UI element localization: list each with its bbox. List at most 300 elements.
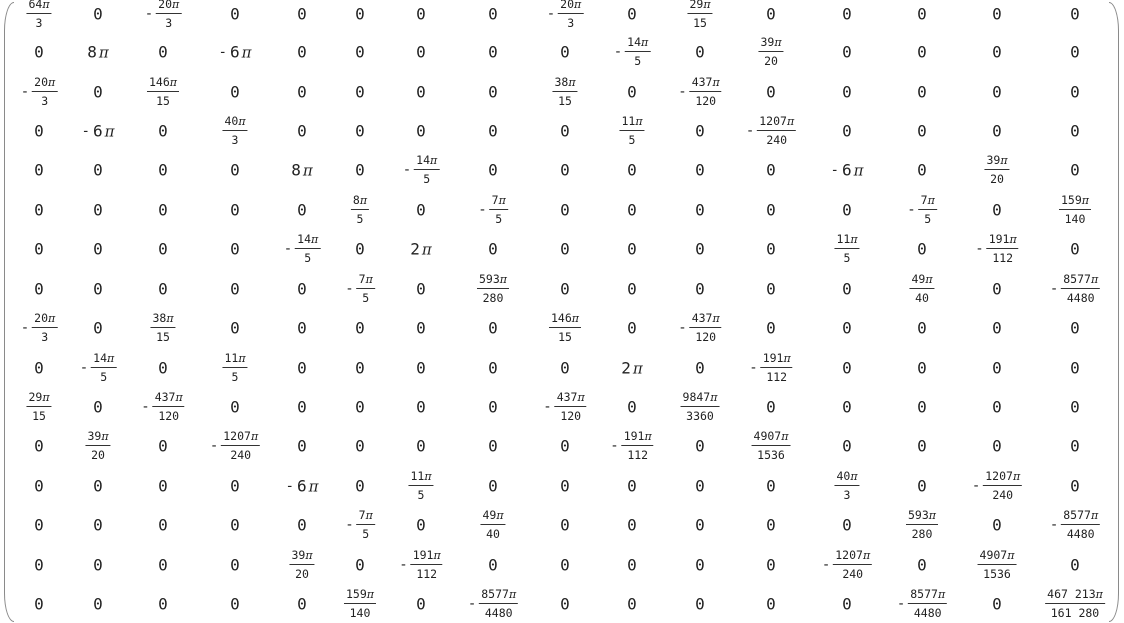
fraction — [555, 392, 587, 422]
fraction-denominator: 5 — [304, 250, 312, 265]
matrix-cell — [627, 516, 637, 535]
pi-symbol: π — [430, 154, 438, 167]
matrix-cell — [416, 43, 426, 62]
fraction-denominator: 4480 — [913, 605, 942, 620]
fraction-denominator: 161 280 — [1050, 605, 1100, 620]
fraction — [619, 116, 644, 146]
matrix-cell — [468, 589, 518, 619]
whole-value: 0 — [560, 42, 570, 62]
pi-symbol: π — [710, 391, 718, 404]
fraction-numerator: 191π — [411, 550, 443, 565]
matrix-cell — [158, 556, 168, 575]
fraction-numerator: 437π — [690, 313, 722, 328]
matrix-cell — [488, 359, 498, 378]
whole-value: 0 — [355, 82, 365, 102]
whole-value: 0 — [917, 436, 927, 456]
whole-value: 0 — [842, 42, 852, 62]
minus-sign: - — [678, 320, 687, 336]
matrix-cell — [627, 595, 637, 614]
matrix-cell — [82, 122, 115, 141]
fraction-numerator: 64π — [26, 0, 51, 14]
fraction — [26, 0, 51, 29]
whole-value: 0 — [34, 436, 44, 456]
matrix-cell — [93, 398, 103, 417]
whole-value: 0 — [992, 121, 1002, 141]
fraction — [909, 274, 934, 304]
pi-symbol: π — [632, 359, 643, 378]
whole-value: 0 — [627, 160, 637, 180]
matrix-cell — [842, 280, 852, 299]
fraction-numerator: 49π — [909, 274, 934, 289]
whole-value: 0 — [766, 4, 776, 24]
whole-value: 0 — [34, 160, 44, 180]
minus-sign: - — [20, 320, 30, 336]
matrix-cell — [992, 5, 1002, 24]
whole-value: 0 — [766, 555, 776, 575]
fraction — [26, 392, 51, 422]
matrix-cell — [917, 477, 927, 496]
matrix-cell — [416, 595, 426, 614]
whole-value: 0 — [297, 515, 307, 535]
whole-value: 0 — [158, 121, 168, 141]
whole-value: 0 — [355, 476, 365, 496]
whole-value: 0 — [842, 279, 852, 299]
matrix-cell — [158, 280, 168, 299]
minus-sign: - — [907, 202, 916, 218]
matrix-cell — [1070, 161, 1080, 180]
fraction-denominator: 140 — [1064, 211, 1086, 226]
whole-value: 0 — [93, 200, 103, 220]
fraction-numerator: 40π — [834, 471, 859, 486]
matrix-cell — [355, 43, 365, 62]
fraction-numerator: 20π — [156, 0, 181, 14]
matrix-cell — [93, 516, 103, 535]
fraction-numerator: 7π — [490, 195, 508, 210]
matrix-cell — [355, 319, 365, 338]
fraction-numerator: 593π — [477, 274, 509, 289]
fraction — [479, 589, 518, 619]
matrix-cell — [619, 116, 644, 146]
matrix-cell — [158, 437, 168, 456]
fraction-numerator: 159π — [1059, 195, 1091, 210]
whole-value: 0 — [917, 358, 927, 378]
whole-value: 0 — [416, 279, 426, 299]
minus-sign: - — [144, 6, 154, 22]
whole-value: 0 — [230, 397, 240, 417]
matrix-cell — [488, 5, 498, 24]
matrix-cell — [158, 43, 168, 62]
minus-sign: - — [821, 557, 831, 573]
whole-value: 0 — [158, 200, 168, 220]
matrix-cell — [822, 550, 872, 580]
whole-value: 0 — [1070, 121, 1080, 141]
fraction-numerator: 14π — [91, 353, 116, 368]
whole-value: 0 — [230, 200, 240, 220]
matrix-cell — [158, 240, 168, 259]
matrix-cell — [93, 83, 103, 102]
matrix-cell — [766, 5, 776, 24]
matrix-cell — [917, 319, 927, 338]
pi-symbol: π — [1012, 470, 1021, 483]
whole-value: 0 — [842, 397, 852, 417]
matrix-cell — [842, 595, 852, 614]
matrix-cell — [230, 5, 240, 24]
matrix-cell — [1070, 240, 1080, 259]
matrix-cell — [355, 240, 365, 259]
fraction-denominator: 3 — [35, 15, 43, 30]
fraction — [761, 353, 793, 383]
matrix-cell — [222, 116, 247, 146]
whole-value: 0 — [230, 82, 240, 102]
matrix-cell — [917, 359, 927, 378]
pi-symbol: π — [424, 470, 432, 483]
minus-sign: - — [610, 438, 619, 454]
fraction-numerator: 437π — [555, 392, 587, 407]
whole-value: 0 — [355, 436, 365, 456]
fraction-denominator: 5 — [100, 369, 108, 384]
whole-value: 0 — [560, 358, 570, 378]
whole-value: 0 — [992, 358, 1002, 378]
matrix-cell — [766, 240, 776, 259]
matrix-cell — [416, 201, 426, 220]
matrix-cell — [289, 550, 314, 580]
matrix-cell — [695, 437, 705, 456]
matrix-cell — [158, 477, 168, 496]
whole-value: 0 — [297, 594, 307, 614]
whole-value: 0 — [34, 555, 44, 575]
pi-symbol: π — [571, 312, 580, 325]
pi-symbol: π — [644, 430, 652, 443]
whole-value: 0 — [93, 594, 103, 614]
fraction-numerator: 1207π — [221, 431, 260, 446]
matrix-cell — [766, 477, 776, 496]
whole-value: 0 — [992, 594, 1002, 614]
matrix-cell — [93, 556, 103, 575]
matrix-cell — [560, 122, 570, 141]
fraction-denominator: 3 — [41, 93, 49, 108]
pi-symbol: π — [853, 161, 864, 180]
whole-value: 0 — [416, 42, 426, 62]
whole-value: 0 — [93, 555, 103, 575]
fraction-numerator: 7π — [357, 510, 375, 525]
minus-sign: - — [613, 44, 623, 60]
matrix-cell — [480, 510, 505, 540]
minus-sign: - — [285, 478, 294, 494]
minus-sign: - — [971, 478, 981, 494]
pi-symbol: π — [1000, 154, 1008, 167]
matrix-cell — [1070, 43, 1080, 62]
matrix-cell — [34, 201, 44, 220]
pi-symbol: π — [166, 312, 174, 325]
matrix-cell — [416, 516, 426, 535]
fraction — [833, 550, 872, 580]
matrix-cell — [21, 313, 58, 343]
matrix-cell — [399, 550, 442, 580]
whole-value: 0 — [416, 436, 426, 456]
pi-symbol: π — [421, 240, 432, 259]
pi-symbol: π — [169, 76, 178, 89]
whole-value: 0 — [842, 436, 852, 456]
fraction — [91, 353, 116, 383]
fraction — [414, 155, 439, 185]
matrix-cell — [992, 83, 1002, 102]
whole-value: 0 — [1070, 160, 1080, 180]
whole-value: 0 — [627, 397, 637, 417]
minus-sign: - — [1049, 517, 1059, 533]
whole-value: 0 — [230, 594, 240, 614]
whole-value: 0 — [992, 397, 1002, 417]
matrix-cell — [695, 477, 705, 496]
fraction-denominator: 15 — [32, 408, 46, 423]
fraction-numerator: 14π — [625, 37, 650, 52]
matrix-cell — [34, 161, 44, 180]
matrix-cell — [627, 280, 637, 299]
fraction — [222, 116, 247, 146]
whole-value: 0 — [158, 555, 168, 575]
fraction — [906, 510, 938, 540]
whole-value: 0 — [917, 476, 927, 496]
matrix-cell — [842, 201, 852, 220]
fraction-denominator: 240 — [992, 487, 1014, 502]
whole-value: 2 π — [410, 239, 432, 259]
minus-sign: - — [975, 241, 984, 257]
fraction-denominator: 112 — [766, 369, 788, 384]
matrix-cell — [488, 43, 498, 62]
whole-value: 0 — [627, 476, 637, 496]
fraction — [984, 155, 1009, 185]
fraction-denominator: 120 — [695, 329, 717, 344]
matrix-cell — [992, 319, 1002, 338]
matrix-cell — [219, 43, 252, 62]
matrix-cell — [488, 122, 498, 141]
fraction-denominator: 5 — [634, 53, 642, 68]
whole-value: 0 — [992, 4, 1002, 24]
whole-value: 0 — [560, 515, 570, 535]
matrix-cell — [1070, 319, 1080, 338]
fraction-numerator: 8577π — [1061, 510, 1100, 525]
matrix-cell — [992, 595, 1002, 614]
fraction-numerator: 29π — [26, 392, 51, 407]
whole-value: 0 — [416, 121, 426, 141]
fraction-numerator: 593π — [906, 510, 938, 525]
pi-symbol: π — [862, 549, 871, 562]
whole-value: 0 — [560, 160, 570, 180]
fraction-denominator: 3 — [231, 132, 239, 147]
fraction-numerator: 8577π — [908, 589, 947, 604]
matrix-cell — [34, 359, 44, 378]
matrix-cell — [416, 359, 426, 378]
fraction — [622, 431, 654, 461]
whole-value: 0 — [355, 42, 365, 62]
fraction — [295, 234, 320, 264]
pi-symbol: π — [925, 273, 933, 286]
matrix-cell — [230, 201, 240, 220]
whole-value: 0 — [766, 476, 776, 496]
whole-value: 0 — [34, 515, 44, 535]
matrix-cell — [992, 122, 1002, 141]
matrix-cell — [695, 516, 705, 535]
matrix-cell — [766, 319, 776, 338]
whole-value: 0 — [695, 594, 705, 614]
matrix-cell — [906, 510, 938, 540]
matrix-cell — [917, 122, 927, 141]
fraction-denominator: 240 — [842, 566, 864, 581]
pi-symbol: π — [98, 43, 109, 62]
fraction-denominator: 120 — [560, 408, 582, 423]
matrix-cell — [488, 556, 498, 575]
fraction-numerator: 11π — [222, 353, 247, 368]
whole-value: 0 — [297, 436, 307, 456]
whole-value: 0 — [34, 121, 44, 141]
whole-value: 0 — [1070, 4, 1080, 24]
minus-sign: - — [678, 84, 687, 100]
matrix-cell — [752, 431, 791, 461]
matrix-cell — [210, 431, 260, 461]
fraction-denominator: 40 — [915, 290, 929, 305]
fraction-denominator: 20 — [990, 171, 1004, 186]
matrix-cell — [972, 471, 1022, 501]
whole-value: 0 — [488, 42, 498, 62]
whole-value: 0 — [1070, 555, 1080, 575]
whole-value: 0 — [416, 397, 426, 417]
whole-value: 0 — [917, 82, 927, 102]
fraction-denominator: 240 — [766, 132, 788, 147]
pi-symbol: π — [305, 549, 313, 562]
matrix-cell — [627, 161, 637, 180]
whole-value: 0 — [842, 358, 852, 378]
matrix-cell — [695, 43, 705, 62]
fraction-denominator: 1536 — [983, 566, 1011, 581]
whole-value: 0 — [93, 515, 103, 535]
matrix-cell — [1070, 437, 1080, 456]
matrix-cell — [992, 359, 1002, 378]
matrix-cell — [80, 353, 117, 383]
fraction-denominator: 5 — [843, 250, 851, 265]
whole-value: 0 — [297, 279, 307, 299]
matrix-cell — [749, 353, 792, 383]
matrix-cell — [93, 201, 103, 220]
whole-value: 0 — [695, 515, 705, 535]
whole-value: 0 — [297, 358, 307, 378]
matrix-cell — [560, 556, 570, 575]
whole-value: 8 π — [87, 42, 109, 62]
whole-value: 0 — [1070, 82, 1080, 102]
minus-sign: - — [830, 162, 839, 178]
whole-value: 0 — [917, 121, 927, 141]
fraction — [625, 37, 650, 67]
whole-value: 0 — [766, 239, 776, 259]
minus-sign: - — [896, 596, 906, 612]
fraction — [411, 550, 443, 580]
whole-value: 0 — [992, 279, 1002, 299]
matrix-cell — [297, 5, 307, 24]
whole-value: 0 — [488, 358, 498, 378]
fraction-denominator: 20 — [91, 447, 105, 462]
fraction-numerator: 11π — [834, 234, 859, 249]
whole-value: 0 — [627, 555, 637, 575]
matrix-cell — [297, 516, 307, 535]
matrix-cell — [147, 77, 179, 107]
matrix-cell — [687, 0, 712, 29]
matrix-cell — [842, 359, 852, 378]
fraction — [480, 510, 505, 540]
matrix-cell — [543, 392, 586, 422]
matrix-cell — [746, 116, 796, 146]
fraction — [150, 313, 175, 343]
matrix-cell — [145, 0, 182, 29]
whole-value: 0 — [93, 397, 103, 417]
fraction — [558, 0, 583, 29]
whole-value: 0 — [158, 476, 168, 496]
fraction-numerator: 39π — [758, 37, 783, 52]
pi-symbol: π — [786, 115, 795, 128]
whole-value: 0 — [560, 436, 570, 456]
fraction — [549, 313, 581, 343]
matrix-cell — [627, 398, 637, 417]
matrix-cell — [766, 201, 776, 220]
minus-sign: - — [20, 84, 30, 100]
fraction-denominator: 5 — [628, 132, 636, 147]
pi-symbol: π — [568, 76, 576, 89]
whole-value: 0 — [297, 4, 307, 24]
pi-symbol: π — [42, 391, 50, 404]
fraction-denominator: 140 — [349, 605, 371, 620]
fraction-denominator: 3360 — [686, 408, 714, 423]
matrix-cell — [351, 195, 369, 225]
minus-sign: - — [543, 399, 552, 415]
pi-symbol: π — [238, 115, 246, 128]
matrix-cell — [355, 398, 365, 417]
matrix-cell — [842, 5, 852, 24]
matrix-cell — [1070, 83, 1080, 102]
whole-value: 0 — [230, 555, 240, 575]
fraction — [408, 471, 433, 501]
matrix-cell — [21, 77, 58, 107]
whole-value: 0 — [158, 358, 168, 378]
matrix-cell — [297, 595, 307, 614]
whole-value: 0 — [488, 121, 498, 141]
matrix-cell — [355, 437, 365, 456]
fraction — [1059, 195, 1091, 225]
matrix-cell — [416, 83, 426, 102]
matrix-cell — [34, 437, 44, 456]
whole-value: 0 — [842, 594, 852, 614]
whole-value: 0 — [158, 594, 168, 614]
fraction-denominator: 15 — [558, 329, 572, 344]
matrix-cell — [93, 240, 103, 259]
matrix-cell — [488, 398, 498, 417]
whole-value: 0 — [488, 397, 498, 417]
whole-value: 0 — [842, 515, 852, 535]
fraction — [987, 234, 1019, 264]
whole-value: 0 — [488, 318, 498, 338]
matrix-cell — [917, 556, 927, 575]
matrix-cell — [297, 122, 307, 141]
pi-symbol: π — [250, 430, 259, 443]
matrix-cell — [297, 280, 307, 299]
fraction-numerator: 39π — [289, 550, 314, 565]
fraction — [758, 37, 783, 67]
pi-symbol: π — [238, 352, 246, 365]
fraction-numerator: 49π — [480, 510, 505, 525]
whole-value: 0 — [917, 239, 927, 259]
fraction-numerator: 191π — [761, 353, 793, 368]
whole-value: 0 — [917, 160, 927, 180]
fraction-numerator: 191π — [987, 234, 1019, 249]
whole-value: 0 — [488, 436, 498, 456]
matrix-cell — [230, 240, 240, 259]
fraction-numerator: 39π — [984, 155, 1009, 170]
